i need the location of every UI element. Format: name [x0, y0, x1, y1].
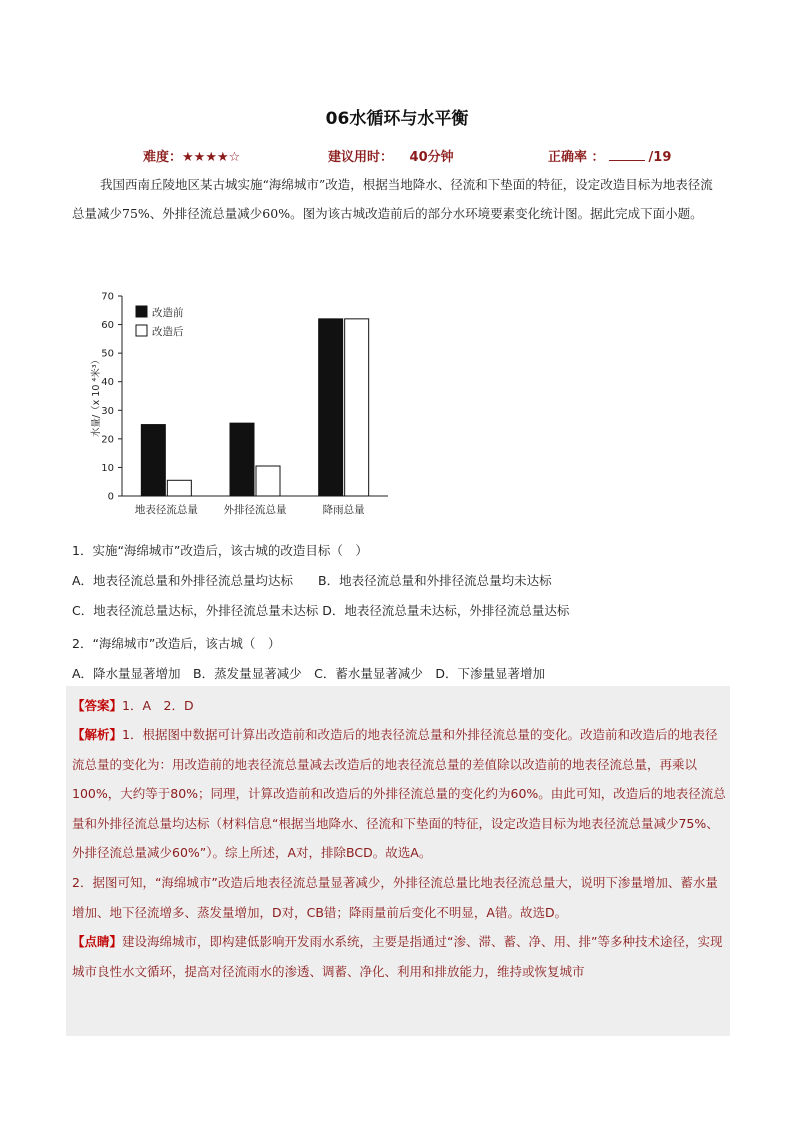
- legend-swatch: [136, 306, 147, 317]
- bar-after: [345, 319, 369, 496]
- point: [72, 927, 728, 986]
- answer-section: [66, 686, 730, 1036]
- accuracy-blank[interactable]: [609, 148, 645, 161]
- analysis-1-text: 1．根据图中数据可计算出改造前和改造后的地表径流总量和外排径流总量的变化。改造前和改造后的地表径流总量的变化为：用改造前的地表径流总量减去改造后的地表径流总量的差值除以改造前的地表径流总量，再乘以100%，大约等于80%；同理，计算改造前和改造后的外排径流总量的变化约为60%。由此可知，改造后的地表径流总量和外排径流总量均达标（材料信息“根据当地降水、径流和下垫面的特征，设定改造目标为地表径流总量减少75%、外排径流总量减少60%”）。综上所述，A对，排除BCD。故选A。: [72, 727, 726, 861]
- intro-text: 我国西南丘陵地区某古城实施“海绵城市”改造，根据当地降水、径流和下垫面的特征，设定改造目标为地表径流总量减少75%、外排径流总量减少60%。图为该古城改造前后的部分水环境要素变化统计图。据此完成下面小题。: [72, 177, 713, 221]
- x-tick-label: 降雨总量: [322, 504, 365, 516]
- page-title: 06水循环与水平衡: [325, 109, 469, 129]
- y-tick-label: 60: [101, 320, 114, 332]
- difficulty-stars: ★★★★☆: [182, 150, 241, 165]
- y-tick-label: 10: [101, 462, 114, 474]
- bar-before: [319, 319, 343, 496]
- difficulty-label: 难度：: [143, 150, 183, 165]
- answer-tag: 【答案】: [72, 698, 123, 713]
- x-tick-label: 地表径流总量: [134, 504, 198, 516]
- intro-paragraph: [72, 170, 722, 228]
- y-tick-label: 30: [101, 405, 114, 417]
- legend-swatch: [136, 325, 147, 336]
- suggested-time: [328, 146, 454, 165]
- accuracy-total: /19: [648, 150, 672, 165]
- point-tag: 【点睛】: [72, 934, 123, 950]
- bar-before: [230, 423, 254, 496]
- question-1-options-ab: A．地表径流总量和外排径流总量均达标 B．地表径流总量和外排径流总量均未达标: [72, 573, 552, 588]
- time-label: 建议用时：: [328, 150, 394, 165]
- y-tick-label: 0: [107, 491, 114, 503]
- analysis: [72, 720, 728, 986]
- analysis-1: [72, 720, 728, 868]
- time-value: 40分钟: [409, 150, 454, 165]
- question-1: 1．实施“海绵城市”改造后，该古城的改造目标（ ）: [72, 543, 368, 558]
- analysis-tag: 【解析】: [72, 727, 123, 742]
- analysis-2: 2．据图可知，“海绵城市”改造后地表径流总量显著减少，外排径流总量比地表径流总量大，说明下渗量增加、蓄水量增加、地下径流增多、蒸发量增加，D对，CB错；降雨量前后变化不明显，A错。故选D。: [72, 874, 718, 920]
- question-2-options: A．降水量显著增加 B．蒸发量显著减少 C．蓄水量显著减少 D．下渗量显著增加: [72, 666, 545, 681]
- y-tick-label: 20: [101, 434, 114, 446]
- question-2: 2．“海绵城市”改造后，该古城（ ）: [72, 636, 281, 651]
- y-tick-label: 40: [101, 377, 114, 389]
- y-tick-label: 70: [101, 291, 114, 303]
- bar-after: [256, 466, 280, 496]
- legend-label: 改造后: [152, 326, 184, 338]
- answer-text: 1．A 2．D: [122, 698, 194, 713]
- y-axis-label: 水量/（x 10 ⁴米³）: [91, 354, 102, 438]
- bar-after: [167, 480, 191, 496]
- accuracy: [548, 146, 671, 165]
- accuracy-label: 正确率 ：: [548, 150, 605, 165]
- point-text: 建设海绵城市，即构建低影响开发雨水系统，主要是指通过“渗、滞、蓄、净、用、排”等多种技术途径，实现城市良性水文循环，提高对径流雨水的渗透、调蓄、净化、利用和排放能力，维持或恢复城市: [72, 934, 723, 979]
- legend-label: 改造前: [152, 307, 184, 319]
- y-tick-label: 50: [101, 348, 114, 360]
- difficulty: [143, 146, 240, 165]
- answer-line: [72, 696, 732, 714]
- question-1-options-cd: C．地表径流总量达标，外排径流总量未达标 D．地表径流总量未达标，外排径流总量达标: [72, 603, 570, 618]
- bar-chart: [88, 284, 398, 520]
- bar-before: [141, 425, 165, 496]
- x-tick-label: 外排径流总量: [223, 504, 287, 516]
